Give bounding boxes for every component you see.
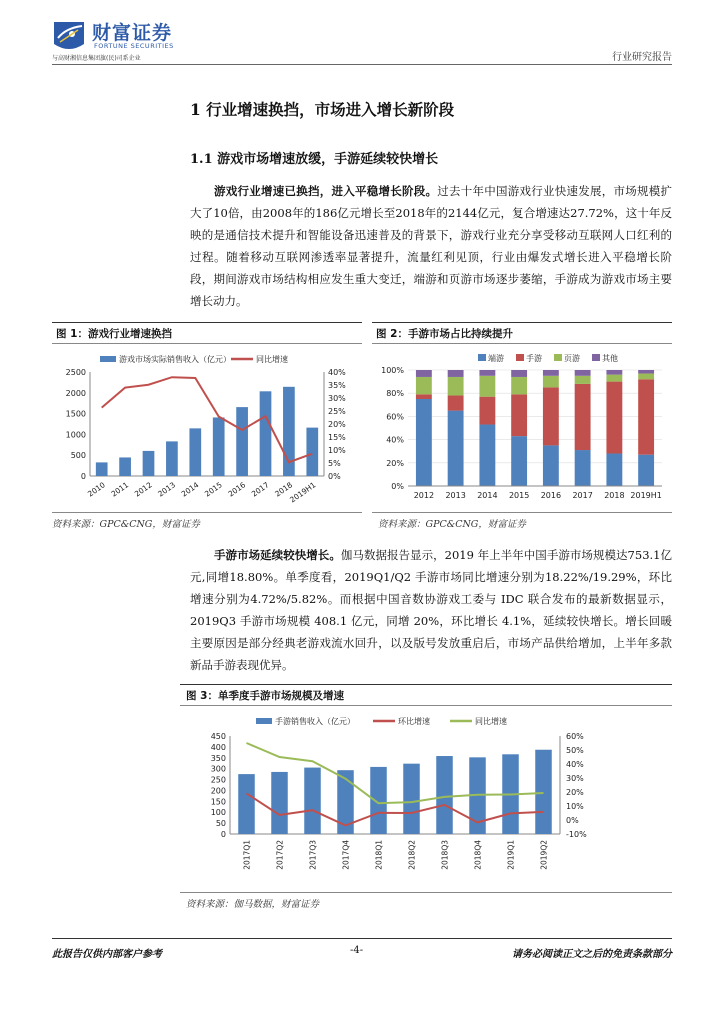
y-right-tick-label: 10% — [328, 446, 346, 455]
fig1-top-rule — [52, 322, 362, 323]
x-tick-label: 2012 — [132, 480, 154, 499]
stacked-bar-segment — [511, 370, 527, 377]
bar — [143, 451, 155, 476]
stacked-bar-segment — [479, 397, 495, 425]
y-tick-label: 60% — [386, 412, 404, 422]
brand-name-en: FORTUNE SECURITIES — [94, 42, 174, 50]
fig1-bottom-rule — [52, 512, 362, 513]
legend-swatch — [256, 718, 272, 724]
paragraph-industry — [190, 180, 672, 312]
x-tick-label: 2018 — [273, 480, 295, 499]
y-right-tick-label: 0% — [328, 472, 341, 481]
x-tick-label: 2013 — [445, 491, 466, 500]
y-left-tick-label: 1500 — [65, 409, 86, 419]
x-tick-label: 2017Q3 — [308, 840, 318, 870]
x-tick-label: 2018Q1 — [374, 840, 384, 870]
stacked-bar-segment — [543, 376, 559, 388]
stacked-bar-segment — [543, 370, 559, 376]
legend-label: 同比增速 — [256, 355, 288, 364]
fig1-title-rule — [52, 343, 362, 344]
y-left-tick-label: 300 — [210, 764, 226, 774]
y-left-tick-label: 100 — [210, 808, 226, 818]
legend-swatch — [554, 354, 562, 361]
stacked-bar-segment — [511, 377, 527, 394]
subsection-heading: 1.1 游戏市场增速放缓，手游延续较快增长 — [190, 152, 439, 167]
paragraph-body: 过去十年中国游戏行业快速发展，市场规模扩大了10倍，由2008年的186亿元增长至2018年的2144亿元，复合增速达27.72%，这十年反映的是通信技术提升和智能设备迅速普及的背景下，游戏行业充分享受移动互联网人口红利的过程。随着移动互联网渗透率显著提升，流量红利见顶，行业由爆发式增长进入平稳增长阶段，期间游戏市场结构相应发生重大变迁，端游和页游市场逐步萎缩，手游成为游戏市场主要增长动力。 — [190, 184, 672, 308]
x-tick-label: 2019H1 — [288, 480, 318, 505]
y-right-tick-label: 15% — [328, 433, 346, 442]
stacked-bar-segment — [606, 370, 622, 375]
y-right-tick-label: -10% — [566, 830, 587, 839]
legend-swatch — [516, 354, 524, 361]
brand-name-cn: 财富证券 — [92, 22, 173, 44]
bar — [236, 407, 248, 476]
qoq-growth-line — [247, 793, 544, 825]
footer-divider — [52, 938, 672, 939]
y-right-tick-label: 5% — [328, 459, 341, 468]
legend-label: 手游 — [526, 354, 542, 363]
y-left-tick-label: 400 — [210, 742, 226, 752]
x-tick-label: 2011 — [109, 480, 131, 499]
x-tick-label: 2017Q2 — [275, 840, 285, 870]
legend-label: 页游 — [564, 354, 580, 363]
x-tick-label: 2019Q1 — [506, 840, 516, 870]
stacked-bar-segment — [638, 379, 654, 454]
stacked-bar-segment — [448, 396, 464, 411]
y-tick-label: 40% — [386, 435, 404, 445]
stacked-bar-segment — [638, 373, 654, 379]
y-tick-label: 0% — [391, 482, 404, 491]
y-left-tick-label: 2500 — [65, 368, 86, 377]
x-tick-label: 2015 — [203, 480, 224, 499]
legend-label: 手游销售收入（亿元） — [275, 717, 355, 726]
report-type-label: 行业研究报告 — [612, 52, 672, 63]
x-tick-label: 2014 — [477, 491, 498, 500]
fig3-source: 资料来源：伽马数据，财富证券 — [186, 899, 320, 910]
y-right-tick-label: 50% — [566, 746, 584, 755]
fig3-bottom-rule — [180, 892, 672, 893]
bar — [436, 756, 453, 834]
y-tick-label: 20% — [386, 458, 404, 468]
bar — [306, 428, 318, 476]
stacked-bar-segment — [606, 375, 622, 382]
stacked-bar-segment — [638, 370, 654, 373]
y-left-tick-label: 450 — [210, 732, 226, 741]
stacked-bar-segment — [416, 370, 432, 377]
x-tick-label: 2013 — [156, 480, 178, 499]
fig3-top-rule — [180, 684, 672, 685]
x-tick-label: 2018Q4 — [473, 840, 483, 870]
fig2-bottom-rule — [372, 512, 672, 513]
legend-label: 端游 — [488, 354, 504, 363]
y-right-tick-label: 0% — [566, 816, 579, 825]
stacked-bar-segment — [448, 370, 464, 377]
y-left-tick-label: 150 — [210, 797, 226, 807]
bar — [271, 772, 288, 834]
bar — [166, 441, 178, 476]
fig2-title: 图 2：手游市场占比持续提升 — [376, 328, 513, 340]
fig3-title: 图 3：单季度手游市场规模及增速 — [186, 690, 344, 702]
stacked-bar-segment — [575, 450, 591, 486]
stacked-bar-segment — [575, 370, 591, 376]
bar — [370, 767, 387, 834]
bar — [119, 457, 131, 476]
bar — [238, 774, 255, 834]
growth-line — [102, 377, 313, 462]
x-tick-label: 2015 — [508, 491, 530, 500]
chart-mobile-share — [372, 348, 672, 510]
brand-tagline: 与高财湘信息集团旗(民)司系企业 — [52, 55, 141, 62]
chart-quarterly-mobile — [180, 710, 672, 890]
x-tick-label: 2010 — [86, 480, 107, 499]
yoy-growth-line — [247, 743, 544, 803]
stacked-bar-segment — [511, 436, 527, 486]
header-divider — [52, 64, 672, 65]
stacked-bar-segment — [638, 455, 654, 486]
legend-label: 游戏市场实际销售收入（亿元） — [119, 355, 231, 364]
y-left-tick-label: 250 — [210, 775, 226, 785]
x-tick-label: 2018 — [604, 491, 625, 500]
legend-swatch — [592, 354, 600, 361]
x-tick-label: 2012 — [413, 491, 435, 500]
x-tick-label: 2019Q2 — [539, 840, 549, 870]
bar — [535, 750, 552, 834]
legend-label: 环比增速 — [398, 717, 430, 726]
y-left-tick-label: 200 — [210, 786, 226, 796]
y-left-tick-label: 350 — [210, 753, 226, 763]
x-tick-label: 2016 — [226, 480, 248, 499]
x-tick-label: 2019H1 — [630, 491, 662, 500]
y-left-tick-label: 1000 — [65, 430, 86, 440]
fig2-title-rule — [372, 343, 672, 344]
stacked-bar-segment — [479, 370, 495, 376]
legend-label: 同比增速 — [475, 717, 507, 726]
y-right-tick-label: 20% — [328, 420, 346, 429]
paragraph-mobile — [190, 544, 672, 676]
footer-disclaimer: 此报告仅供内部客户参考 — [52, 949, 162, 960]
y-right-tick-label: 20% — [566, 788, 584, 797]
x-tick-label: 2017Q1 — [242, 840, 252, 870]
footer-notice: 请务必阅读正文之后的免责条款部分 — [512, 949, 672, 960]
fig3-title-rule — [180, 705, 672, 706]
paragraph-body: 伽马数据报告显示，2019 年上半年中国手游市场规模达753.1亿元,同增18.80%。单季度看，2019Q1/Q2 手游市场同比增速分别为18.22%/19.29%，环比增速分别为4.72%/5.82%。而根据中国音数协游戏工委与 IDC 联合发布的最新数据显示，2019Q3 手游市场规模 408.1 亿元，同增 20%，环比增长 4.1%，延续较快增长。增长回暖主要原因是部分经典老游戏流水回升，以及版号发放重启后，市场产品供给增加，上半年多款新品手游表现优异。 — [190, 548, 673, 672]
x-tick-label: 2014 — [179, 480, 201, 499]
y-right-tick-label: 40% — [328, 368, 346, 377]
y-right-tick-label: 30% — [328, 394, 346, 403]
x-tick-label: 2016 — [540, 491, 562, 500]
paragraph-lead: 手游市场延续较快增长。 — [214, 548, 341, 562]
y-right-tick-label: 35% — [328, 381, 346, 390]
stacked-bar-segment — [416, 394, 432, 399]
bar — [96, 462, 108, 476]
stacked-bar-segment — [448, 411, 464, 486]
stacked-bar-segment — [543, 445, 559, 486]
stacked-bar-segment — [511, 394, 527, 436]
fig2-source: 资料来源：GPC&CNG，财富证券 — [378, 519, 526, 530]
legend-label: 其他 — [602, 354, 618, 363]
x-tick-label: 2018Q2 — [407, 840, 417, 870]
legend-swatch — [478, 354, 486, 361]
section-heading: 1 行业增速换挡，市场进入增长新阶段 — [190, 100, 455, 119]
stacked-bar-segment — [448, 377, 464, 396]
bar — [213, 417, 225, 476]
bar — [304, 768, 321, 834]
page-number: -4- — [350, 945, 364, 956]
y-right-tick-label: 30% — [566, 774, 584, 783]
fig2-top-rule — [372, 322, 672, 323]
y-left-tick-label: 500 — [70, 451, 86, 461]
stacked-bar-segment — [479, 425, 495, 486]
chart-game-industry-growth — [52, 348, 362, 510]
legend-swatch — [100, 356, 116, 362]
stacked-bar-segment — [575, 376, 591, 384]
y-left-tick-label: 0 — [80, 472, 86, 481]
y-right-tick-label: 60% — [566, 732, 584, 741]
stacked-bar-segment — [575, 384, 591, 450]
stacked-bar-segment — [416, 377, 432, 394]
y-right-tick-label: 40% — [566, 760, 584, 769]
x-tick-label: 2017 — [249, 480, 271, 499]
x-tick-label: 2017Q4 — [341, 840, 351, 870]
company-logo-icon — [52, 18, 86, 54]
x-tick-label: 2017 — [572, 491, 593, 500]
stacked-bar-segment — [479, 376, 495, 397]
y-left-tick-label: 50 — [215, 819, 226, 829]
paragraph-lead: 游戏行业增速已换挡，进入平稳增长阶段。 — [214, 184, 438, 198]
y-right-tick-label: 10% — [566, 802, 584, 811]
x-tick-label: 2018Q3 — [440, 840, 450, 870]
stacked-bar-segment — [606, 454, 622, 486]
y-right-tick-label: 25% — [328, 407, 346, 416]
fig1-title: 图 1：游戏行业增速换挡 — [56, 328, 172, 340]
y-tick-label: 100% — [381, 366, 404, 375]
stacked-bar-segment — [606, 382, 622, 454]
bar — [189, 428, 201, 476]
y-left-tick-label: 0 — [220, 830, 226, 839]
y-tick-label: 80% — [386, 389, 404, 399]
y-left-tick-label: 2000 — [65, 388, 86, 398]
fig1-source: 资料来源：GPC&CNG，财富证券 — [52, 519, 200, 530]
stacked-bar-segment — [416, 399, 432, 486]
bar — [260, 391, 272, 476]
bar — [403, 764, 420, 834]
stacked-bar-segment — [543, 387, 559, 445]
